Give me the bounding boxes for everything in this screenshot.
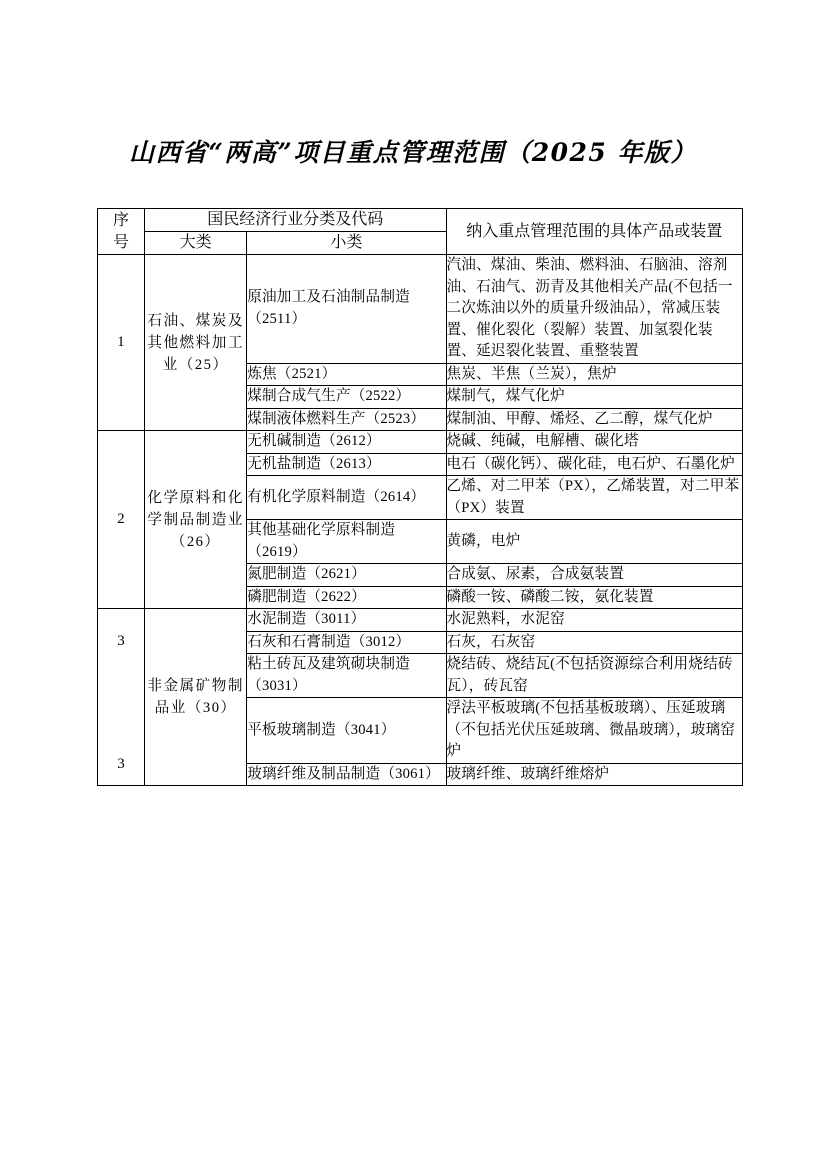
cell-products: 烧碱、纯碱，电解槽、碳化塔 [446,431,742,454]
cell-minor-category: 有机化学原料制造（2614） [247,476,446,520]
cell-major-category [145,255,247,431]
column-header-products: 纳入重点管理范围的具体产品或装置 [446,209,742,255]
cell-minor-category: 煤制合成气生产（2522） [247,386,446,409]
cell-minor-category: 平板玻璃制造（3041） [247,698,446,764]
column-header-sequence [98,209,145,255]
cell-products: 烧结砖、烧结瓦(不包括资源综合利用烧结砖瓦），砖瓦窑 [446,654,742,698]
cell-sequence-number: 2 [98,431,145,609]
major-category-label: 非金属矿物制品业（30） [147,678,244,716]
cell-minor-category: 磷肥制造（2622） [247,586,446,609]
page-title: 山西省“两高”项目重点管理范围（2025 年版） [128,138,698,167]
cell-major-category [145,609,247,786]
cell-minor-category: 煤制液体燃料生产（2523） [247,408,446,431]
column-header-sequence-line1: 序 [113,211,130,229]
cell-products: 汽油、煤油、柴油、燃料油、石脑油、溶剂油、石油气、沥青及其他相关产品(不包括一二次炼油以外的质量升级油品），常减压装置、催化裂化（裂解）装置、加氢裂化装置、延迟裂化装置、重整装置 [446,255,742,364]
cell-minor-category: 氮肥制造（2621） [247,564,446,587]
cell-products: 石灰，石灰窑 [446,631,742,654]
cell-products: 浮法平板玻璃(不包括基板玻璃）、压延玻璃（不包括光伏压延玻璃、微晶玻璃），玻璃窑炉 [446,698,742,764]
cell-minor-category: 无机盐制造（2613） [247,453,446,476]
column-header-industry-classification: 国民经济行业分类及代码 [145,209,446,232]
cell-minor-category: 石灰和石膏制造（3012） [247,631,446,654]
cell-products: 水泥熟料，水泥窑 [446,609,742,632]
scope-table-wrapper [97,208,743,786]
cell-minor-category: 粘土砖瓦及建筑砌块制造（3031） [247,654,446,698]
table-header [98,209,743,255]
cell-minor-category: 玻璃纤维及制品制造（3061） [247,763,446,786]
major-category-label: 化学原料和化学制品制造业（26） [147,489,244,550]
cell-products: 焦炭、半焦（兰炭），焦炉 [446,363,742,386]
sequence-number-bottom: 3 [117,756,125,772]
cell-products: 磷酸一铵、磷酸二铵，氨化装置 [446,586,742,609]
table-body [98,255,743,786]
cell-products: 煤制油、甲醇、烯烃、乙二醇，煤气化炉 [446,408,742,431]
table-row [98,609,743,632]
cell-minor-category: 水泥制造（3011） [247,609,446,632]
cell-minor-category: 其他基础化学原料制造（2619） [247,520,446,564]
table-header-row-1 [98,209,743,232]
cell-products: 合成氨、尿素，合成氨装置 [446,564,742,587]
cell-minor-category: 原油加工及石油制品制造（2511） [247,255,446,364]
cell-minor-category: 无机碱制造（2612） [247,431,446,454]
table-row [98,255,743,364]
cell-products: 玻璃纤维、玻璃纤维熔炉 [446,763,742,786]
cell-sequence-number: 1 [98,255,145,431]
cell-sequence-number [98,609,145,786]
column-header-sequence-line2: 号 [113,233,130,251]
cell-products: 乙烯、对二甲苯（PX），乙烯装置，对二甲苯（PX）装置 [446,476,742,520]
table-row [98,431,743,454]
key-management-scope-table [97,208,743,786]
major-category-label: 石油、煤炭及其他燃料加工业（25） [147,312,244,373]
cell-products: 黄磷，电炉 [446,520,742,564]
column-header-minor-category: 小类 [247,232,446,255]
sequence-number-top: 3 [117,633,125,649]
cell-major-category [145,431,247,609]
cell-minor-category: 炼焦（2521） [247,363,446,386]
cell-products: 电石（碳化钙）、碳化硅，电石炉、石墨化炉 [446,453,742,476]
cell-products: 煤制气，煤气化炉 [446,386,742,409]
column-header-major-category: 大类 [145,232,247,255]
